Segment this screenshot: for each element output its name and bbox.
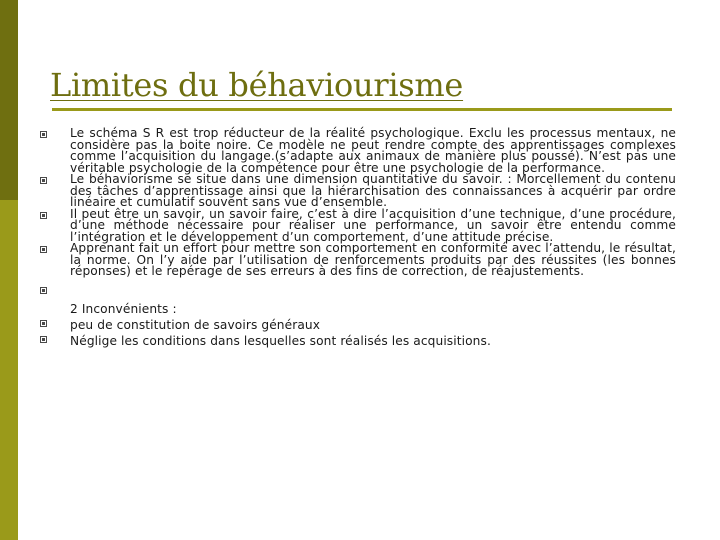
square-bullet-icon (40, 177, 47, 184)
square-bullet-icon (40, 320, 47, 327)
left-accent-bar-dark (0, 0, 18, 200)
list-item-text: Le schéma S R est trop réducteur de la réalité psychologique. Exclu les processus mentaux, ne considère pas la boite noire. Ce modèle ne peut rendre compte des apprentissages complexes comme l’acquisition du langage.(s’adapte aux animaux de manière plus poussé). N’est pas une véritable psychologie de la compétence pour être une psychologie de la performance. (70, 126, 676, 175)
square-bullet-icon (40, 287, 47, 294)
list-item-text: 2 Inconvénients : (70, 301, 177, 316)
list-item (36, 174, 676, 209)
list-item-text: Le béhaviorisme se situe dans une dimension quantitative du savoir. : Morcellement du contenu des tâches d’apprentissage ainsi que la hiérarchisation des connaissances à acquérir par ordre linéaire et cumulatif souvent sans vue d’ensemble. (70, 172, 676, 209)
list-item-text: Apprenant fait un effort pour mettre son comportement en conformité avec l’attendu, le résultat, la norme. On l’y aide par l’utilisation de renforcements produits par des réussites (les bonnes réponses) et le repérage de ses erreurs à des fins de correction, de réajustements. (70, 241, 676, 278)
square-bullet-icon (40, 336, 47, 343)
list-item-text: Néglige les conditions dans lesquelles sont réalisés les acquisitions. (70, 333, 491, 348)
list-item (36, 243, 676, 278)
slide-title: Limites du béhaviourisme (50, 66, 464, 104)
square-bullet-icon (40, 212, 47, 219)
list-item (36, 301, 676, 317)
list-item (36, 333, 676, 349)
list-item-empty (36, 278, 676, 301)
list-item (36, 128, 676, 174)
square-bullet-icon (40, 246, 47, 253)
list-item (36, 206, 676, 244)
bullet-list (36, 128, 676, 349)
title-underline-rule (52, 108, 672, 111)
list-item-text: peu de constitution de savoirs généraux (70, 317, 321, 332)
list-item (36, 317, 676, 333)
square-bullet-icon (40, 131, 47, 138)
list-item-text: Il peut être un savoir, un savoir faire, c’est à dire l’acquisition d’une technique, d’une procédure, d’une méthode nécessaire pour réaliser une performance, un savoir être entendu comme l’intégration et le développement d’un comportement, d’une attitude précise. (70, 206, 676, 244)
